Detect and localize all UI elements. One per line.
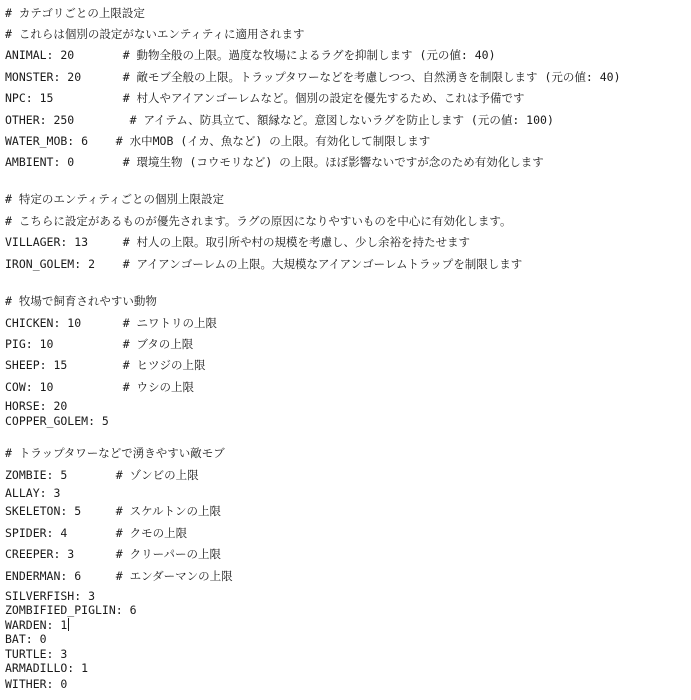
code-line: WITHER: 0 bbox=[5, 677, 68, 691]
code-line: ARMADILLO: 1 bbox=[5, 661, 89, 675]
code-line: # これらは個別の設定がないエンティティに適用されます bbox=[5, 27, 305, 41]
code-line: HORSE: 20 bbox=[5, 399, 68, 413]
code-line: # カテゴリごとの上限設定 bbox=[5, 6, 145, 20]
code-line: CREEPER: 3 # クリーパーの上限 bbox=[5, 547, 222, 561]
code-line: MONSTER: 20 # 敵モブ全般の上限。トラップタワーなどを考慮しつつ、自然湧きを制限します (元の値: 40) bbox=[5, 70, 621, 84]
code-line: IRON_GOLEM: 2 # アイアンゴーレムの上限。大規模なアイアンゴーレムトラップを制限します bbox=[5, 257, 523, 271]
code-line: SPIDER: 4 # クモの上限 bbox=[5, 526, 188, 540]
code-line: # 牧場で飼育されやすい動物 bbox=[5, 294, 157, 308]
code-line: WATER_MOB: 6 # 水中MOB (イカ、魚など) の上限。有効化して制限します bbox=[5, 134, 431, 148]
code-line: WARDEN: 1 bbox=[5, 618, 68, 632]
code-line: ENDERMAN: 6 # エンダーマンの上限 bbox=[5, 569, 233, 583]
text-cursor bbox=[68, 618, 69, 631]
code-line: VILLAGER: 13 # 村人の上限。取引所や村の規模を考慮し、少し余裕を持たせます bbox=[5, 235, 471, 249]
code-line: # トラップタワーなどで湧きやすい敵モブ bbox=[5, 446, 225, 460]
code-line: CHICKEN: 10 # ニワトリの上限 bbox=[5, 316, 218, 330]
code-line: ALLAY: 3 bbox=[5, 486, 61, 500]
code-line: ZOMBIE: 5 # ゾンビの上限 bbox=[5, 468, 199, 482]
code-line: SILVERFISH: 3 bbox=[5, 589, 96, 603]
code-line: PIG: 10 # ブタの上限 bbox=[5, 337, 194, 351]
code-line: COW: 10 # ウシの上限 bbox=[5, 380, 195, 394]
code-line: COPPER_GOLEM: 5 bbox=[5, 414, 109, 428]
code-line: OTHER: 250 # アイテム、防具立て、額縁など。意図しないラグを防止します (元の値: 100) bbox=[5, 113, 554, 127]
code-line: TURTLE: 3 bbox=[5, 647, 68, 661]
code-line: AMBIENT: 0 # 環境生物 (コウモリなど) の上限。ほぼ影響ないですが念のため有効化します bbox=[5, 155, 544, 169]
code-line: SKELETON: 5 # スケルトンの上限 bbox=[5, 504, 222, 518]
code-line: # こちらに設定があるものが優先されます。ラグの原因になりやすいものを中心に有効化します。 bbox=[5, 214, 512, 228]
code-line: ANIMAL: 20 # 動物全般の上限。過度な牧場によるラグを抑制します (元の値: 40) bbox=[5, 48, 496, 62]
code-line: SHEEP: 15 # ヒツジの上限 bbox=[5, 358, 206, 372]
code-line: ZOMBIFIED_PIGLIN: 6 bbox=[5, 603, 137, 617]
code-line: BAT: 0 bbox=[5, 632, 47, 646]
code-line: # 特定のエンティティごとの個別上限設定 bbox=[5, 192, 225, 206]
code-line: NPC: 15 # 村人やアイアンゴーレムなど。個別の設定を優先するため、これは予備です bbox=[5, 91, 525, 105]
